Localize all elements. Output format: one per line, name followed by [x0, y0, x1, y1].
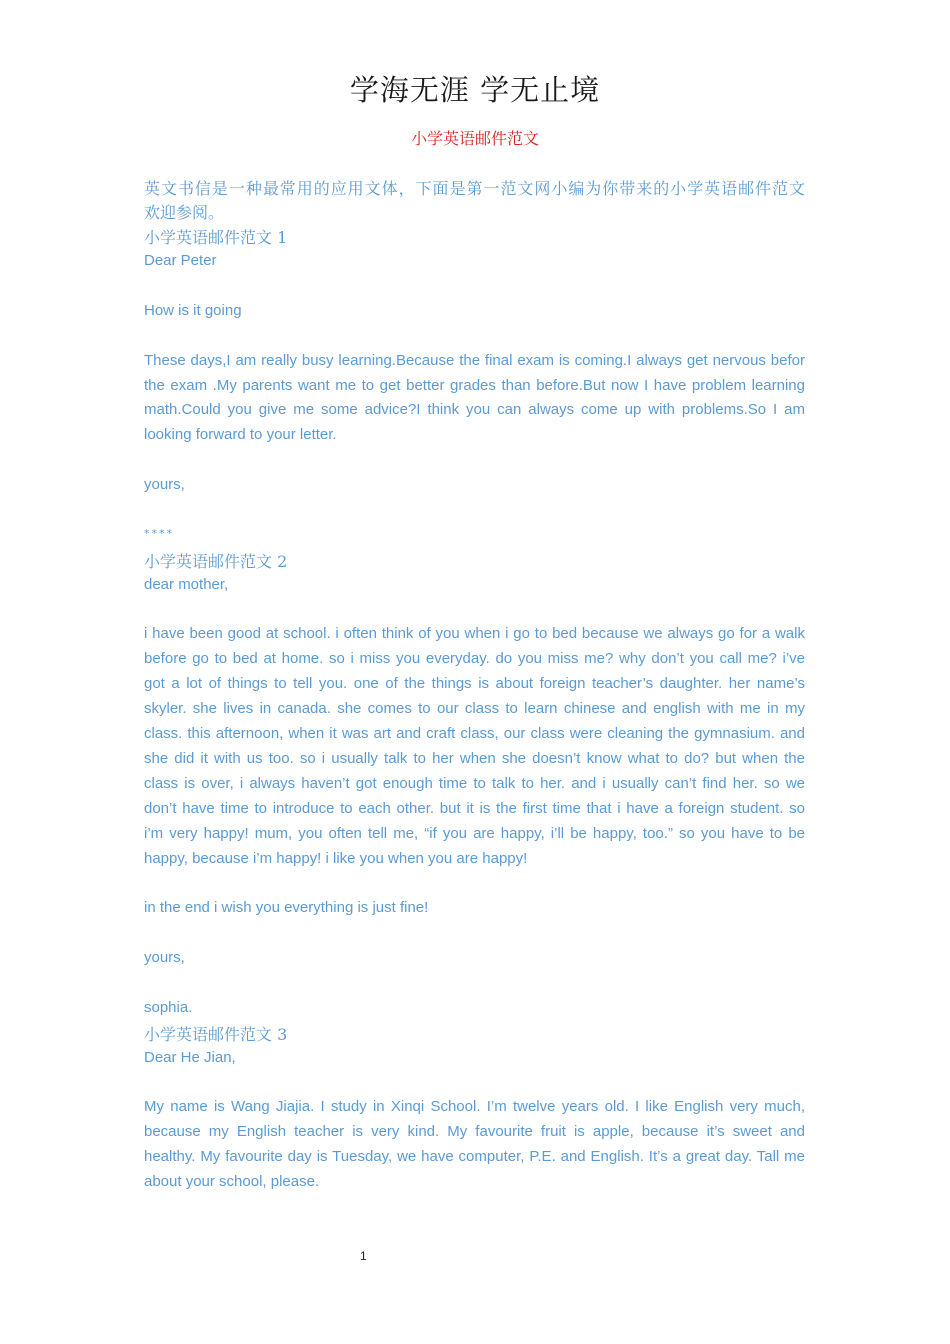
sample-heading: 小学英语邮件范文 3	[144, 1025, 288, 1044]
letter-greeting: Dear He Jian,	[144, 1049, 236, 1066]
paragraph-line: before go to bed at home. so i miss you everyday. do you miss me? why don’t you call me? i’ve	[144, 650, 805, 667]
letter-closing: yours,	[144, 476, 185, 493]
document-title: 小学英语邮件范文	[410, 129, 539, 148]
separator-stars: ****	[144, 527, 174, 540]
letter-closing: yours,	[144, 949, 185, 966]
letter-signature: sophia.	[144, 999, 193, 1016]
paragraph-line: in the end i wish you everything is just fine!	[144, 899, 429, 916]
paragraph-line: don’t have time to introduce to each other. but it is the first time that i have a foreign student. so	[144, 800, 805, 817]
paragraph-line: class. this afternoon, when it was art and craft class, our class were cleaning the gymnasium. and	[144, 725, 805, 742]
paragraph-line: i have been good at school. i often think of you when i go to bed because we always go for a walk	[144, 625, 805, 642]
letter-greeting: Dear Peter	[144, 252, 217, 269]
page-header-title: 学海无涯 学无止境	[349, 73, 601, 107]
paragraph-line: These days,I am really busy learning.Because the final exam is coming.I always get nervous befor	[144, 352, 805, 369]
paragraph-line: about your school, please.	[144, 1173, 320, 1190]
sample-heading: 小学英语邮件范文 1	[144, 228, 288, 247]
paragraph-line: she did it with us too. so i usually talk to her when she doesn’t know what to do? but when the	[144, 750, 805, 767]
paragraph-line: class is over, i always haven’t got enough time to talk to her. and i usually can’t find her. so we	[144, 775, 805, 792]
page-number: 1	[360, 1249, 367, 1263]
paragraph-line: got a lot of things to tell you. one of the things is about foreign teacher’s daughter. her name’s	[144, 675, 805, 692]
sample-heading: 小学英语邮件范文 2	[144, 552, 288, 571]
paragraph-line: the exam .My parents want me to get better grades than before.But now I have problem learning	[144, 377, 805, 394]
intro-line: 英文书信是一种最常用的应用文体，下面是第一范文网小编为你带来的小学英语邮件范文	[144, 179, 805, 198]
paragraph-line: How is it going	[144, 302, 242, 319]
paragraph-line: i’m very happy! mum, you often tell me, “if you are happy, i’ll be happy, too.” so you have to be	[144, 825, 805, 842]
letter-greeting: dear mother,	[144, 576, 229, 593]
paragraph-line: math.Could you give me some advice?I think you can always come up with problems.So I am	[144, 401, 805, 418]
paragraph-line: looking forward to your letter.	[144, 426, 337, 443]
paragraph-line: My name is Wang Jiajia. I study in Xinqi School. I’m twelve years old. I like English very much,	[144, 1098, 805, 1115]
paragraph-line: because my English teacher is very kind. My favourite fruit is apple, because it’s sweet and	[144, 1123, 805, 1140]
paragraph-line: healthy. My favourite day is Tuesday, we have computer, P.E. and English. It’s a great day. Tall me	[144, 1148, 805, 1165]
paragraph-line: skyler. she lives in canada. she comes to our class to learn chinese and english with me in my	[144, 700, 805, 717]
paragraph-line: happy, because i’m happy! i like you when you are happy!	[144, 850, 528, 867]
intro-line: 欢迎参阅。	[144, 203, 225, 222]
